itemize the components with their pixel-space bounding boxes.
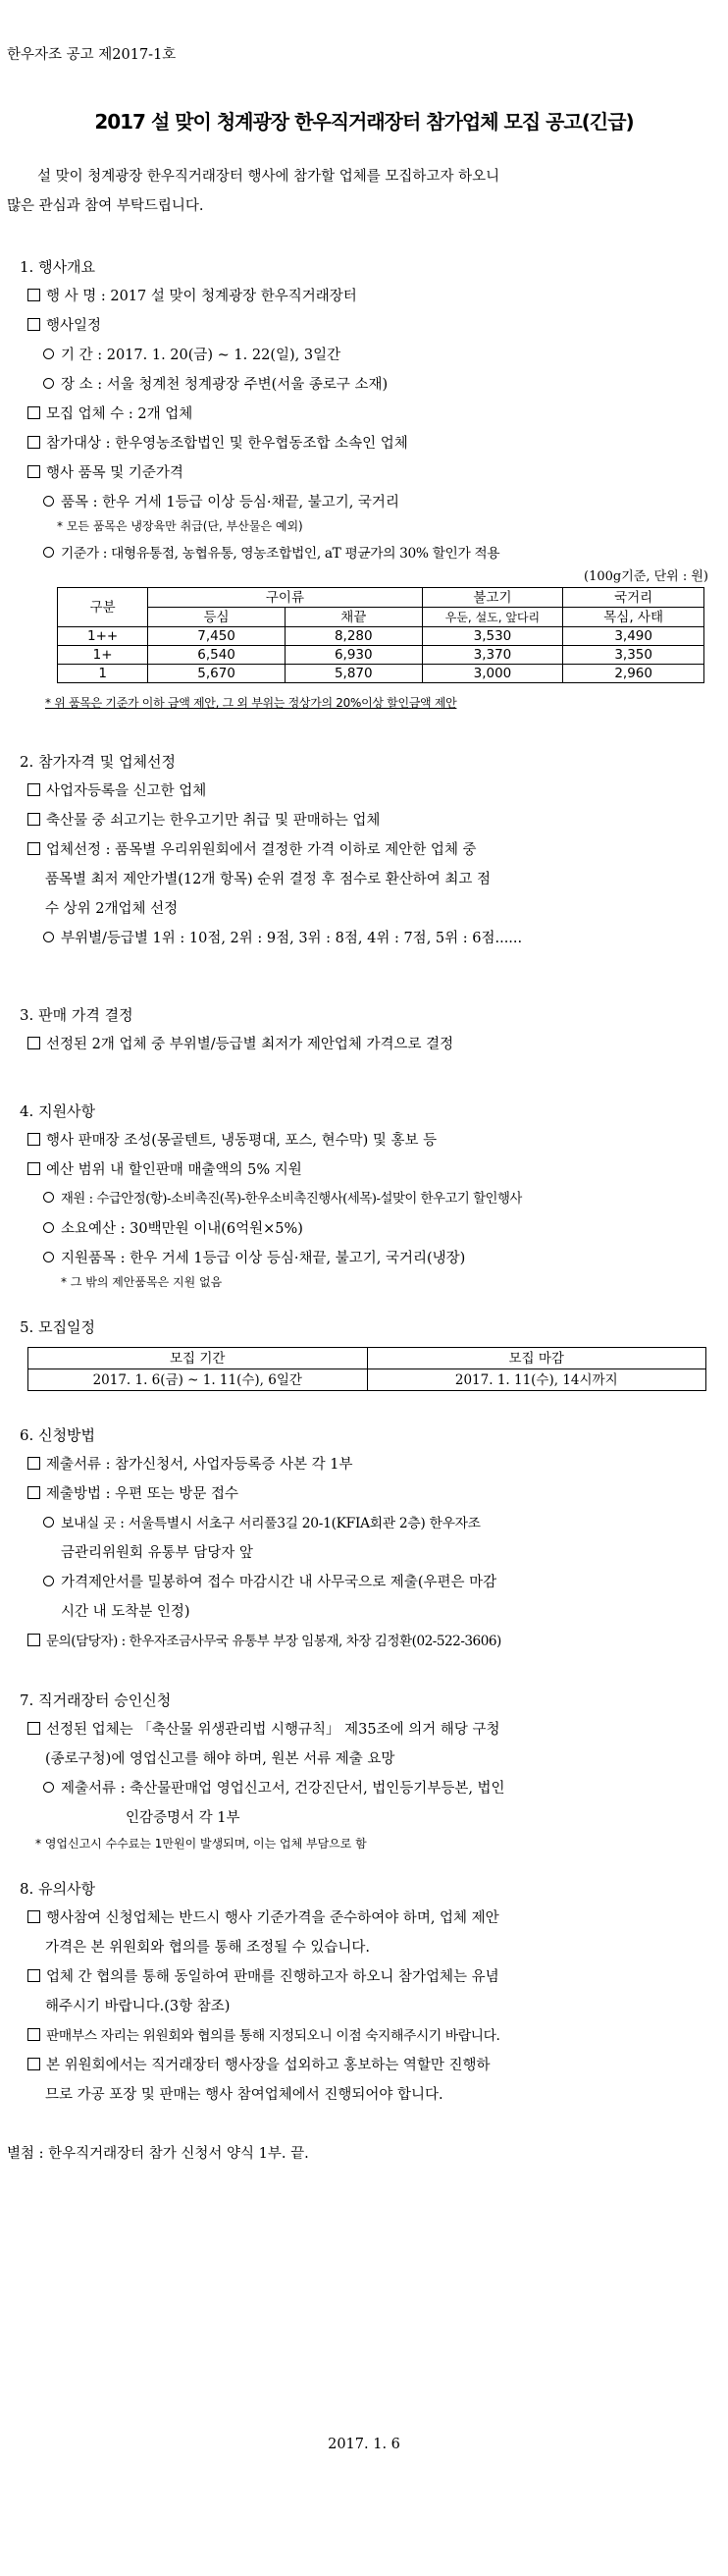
bullet-circle-icon [43,1782,54,1793]
list-item-cont: 수 상위 2개업체 선정 [45,901,179,917]
table-header: 국거리 [563,588,704,608]
checkbox-icon [27,2058,40,2070]
table-cell: 6,930 [285,646,422,665]
table-cell: 5,670 [148,665,286,683]
checkbox-icon [27,1634,40,1646]
list-item: 선정된 2개 업체 중 부위별/등급별 최저가 제안업체 가격으로 결정 [27,1035,453,1054]
list-item: 행사 품목 및 기준가격 [27,463,183,483]
checkbox-icon [27,1722,40,1735]
checkbox-icon [27,842,40,855]
list-item-cont: 시간 내 도착분 인정) [61,1604,190,1620]
list-item: 업체선정 : 품목별 우리위원회에서 결정한 가격 이하로 제안한 업체 중 [27,840,477,860]
list-item: 사업자등록을 신고한 업체 [27,781,206,801]
table-cell: 1++ [58,627,148,646]
list-item: 본 위원회에서는 직거래장터 행사장을 섭외하고 홍보하는 역할만 진행하 [27,2056,490,2075]
list-item-cont: 인감증명서 각 1부 [126,1810,240,1826]
list-item: 기준가 : 대형유통점, 농협유통, 영농조합법인, aT 평균가의 30% 할인가 적용 [43,544,499,564]
checkbox-icon [27,2028,40,2041]
checkbox-icon [27,436,40,449]
list-item: 축산물 중 쇠고기는 한우고기만 취급 및 판매하는 업체 [27,811,380,831]
bullet-circle-icon [43,378,54,389]
list-item: 제출방법 : 우편 또는 방문 접수 [27,1484,238,1504]
list-item: 행사참여 신청업체는 반드시 행사 기준가격을 준수하여야 하며, 업체 제안 [27,1908,499,1928]
list-item: 판매부스 자리는 위원회와 협의를 통해 지정되오니 이점 숙지해주시기 바랍니다. [27,2026,500,2046]
list-item: 가격제안서를 밀봉하여 접수 마감시간 내 사무국으로 제출(우편은 마감 [43,1573,496,1592]
schedule-table [27,1347,706,1391]
list-item: 업체 간 협의를 통해 동일하여 판매를 진행하고자 하오니 참가업체는 유념 [27,1967,499,1987]
note: * 그 밖의 제안품목은 지원 없음 [61,1275,223,1289]
list-item-cont: 해주시기 바랍니다.(3항 참조) [45,1999,231,2014]
table-header: 구분 [58,588,148,627]
checkbox-icon [27,1457,40,1470]
section-heading: 8. 유의사항 [20,1880,96,1898]
list-item: 행 사 명 : 2017 설 맞이 청계광장 한우직거래장터 [27,287,357,306]
checkbox-icon [27,1969,40,1982]
table-cell: 3,370 [422,646,563,665]
list-item: 제출서류 : 참가신청서, 사업자등록증 사본 각 1부 [27,1455,353,1475]
table-header: 모집 마감 [367,1348,706,1369]
section-heading: 6. 신청방법 [20,1426,96,1444]
list-item: 선정된 업체는 「축산물 위생관리법 시행규칙」 제35조에 의거 해당 구청 [27,1720,500,1740]
bullet-circle-icon [43,1252,54,1262]
table-cell: 2017. 1. 11(수), 14시까지 [367,1369,706,1391]
bullet-circle-icon [43,1517,54,1528]
checkbox-icon [27,783,40,796]
checkbox-icon [27,1133,40,1146]
list-item: 참가대상 : 한우영농조합법인 및 한우협동조합 소속인 업체 [27,434,408,454]
section-heading: 1. 행사개요 [20,258,96,276]
table-header: 구이류 [148,588,422,608]
list-item-cont: 므로 가공 포장 및 판매는 행사 참여업체에서 진행되어야 합니다. [45,2087,443,2103]
table-cell: 3,000 [422,665,563,683]
table-cell: 3,490 [563,627,704,646]
list-item-cont: 금관리위원회 유통부 담당자 앞 [61,1545,253,1561]
list-item: 문의(담당자) : 한우자조금사무국 유통부 부장 임봉재, 차장 김정환(02-522-3606) [27,1632,501,1651]
checkbox-icon [27,1910,40,1923]
list-item: 지원품목 : 한우 거세 1등급 이상 등심·채끝, 불고기, 국거리(냉장) [43,1249,465,1268]
table-header: 불고기 [422,588,563,608]
list-item: 행사일정 [27,316,101,336]
intro-line: 설 맞이 청계광장 한우직거래장터 행사에 참가할 업체를 모집하고자 하오니 [37,169,500,185]
table-cell: 1+ [58,646,148,665]
checkbox-icon [27,289,40,301]
bullet-circle-icon [43,547,54,558]
table-header: 목심, 사태 [563,608,704,627]
table-row [58,646,704,665]
table-cell: 3,350 [563,646,704,665]
list-item: 부위별/등급별 1위 : 10점, 2위 : 9점, 3위 : 8점, 4위 : 7점, 5위 : 6점...... [43,929,522,948]
list-item: 장 소 : 서울 청계천 청계광장 주변(서울 종로구 소재) [43,375,388,395]
list-item: 예산 범위 내 할인판매 매출액의 5% 지원 [27,1160,302,1180]
table-row [28,1369,706,1391]
checkbox-icon [27,813,40,826]
unit-label: (100g기준, 단위 : 원) [584,569,708,584]
document-date: 2017. 1. 6 [328,2437,400,2452]
note: * 위 품목은 기준가 이하 금액 제안, 그 외 부위는 정상가의 20%이상 할인금액 제안 [45,696,457,710]
table-cell: 3,530 [422,627,563,646]
table-cell: 5,870 [285,665,422,683]
list-item: 재원 : 수급안정(항)-소비촉진(목)-한우소비촉진행사(세목)-설맞이 한우고기 할인행사 [43,1190,522,1209]
table-cell: 2,960 [563,665,704,683]
section-heading: 3. 판매 가격 결정 [20,1006,133,1024]
price-table [57,587,704,683]
checkbox-icon [27,1486,40,1499]
list-item-cont: (종로구청)에 영업신고를 해야 하며, 원본 서류 제출 요망 [45,1751,395,1767]
table-cell: 6,540 [148,646,286,665]
section-heading: 7. 직거래장터 승인신청 [20,1691,172,1709]
table-header: 모집 기간 [28,1348,368,1369]
table-row [58,665,704,683]
bullet-circle-icon [43,496,54,507]
bullet-circle-icon [43,1576,54,1586]
bullet-circle-icon [43,1192,54,1203]
list-item-cont: 품목별 최저 제안가별(12개 항목) 순위 결정 후 점수로 환산하여 최고 점 [45,872,492,887]
table-cell: 2017. 1. 6(금) ~ 1. 11(수), 6일간 [28,1369,368,1391]
notice-number: 한우자조 공고 제2017-1호 [7,47,177,63]
list-item: 모집 업체 수 : 2개 업체 [27,404,192,424]
checkbox-icon [27,465,40,478]
attachment-note: 별첨 : 한우직거래장터 참가 신청서 양식 1부. 끝. [7,2146,309,2162]
page-title: 2017 설 맞이 청계광장 한우직거래장터 참가업체 모집 공고(긴급) [94,110,634,134]
section-heading: 2. 참가자격 및 업체선정 [20,753,177,771]
table-header: 채끝 [285,608,422,627]
list-item: 소요예산 : 30백만원 이내(6억원×5%) [43,1219,303,1239]
section-heading: 4. 지원사항 [20,1102,96,1120]
list-item: 보내실 곳 : 서울특별시 서초구 서리풀3길 20-1(KFIA회관 2층) 한우자조 [43,1514,481,1533]
checkbox-icon [27,1037,40,1049]
intro-line: 많은 관심과 참여 부탁드립니다. [7,198,204,214]
list-item: 기 간 : 2017. 1. 20(금) ~ 1. 22(일), 3일간 [43,346,340,365]
bullet-circle-icon [43,1222,54,1233]
list-item-cont: 가격은 본 위원회와 협의를 통해 조정될 수 있습니다. [45,1940,371,1956]
list-item: 제출서류 : 축산물판매업 영업신고서, 건강진단서, 법인등기부등본, 법인 [43,1779,505,1798]
table-header: 우둔, 설도, 앞다리 [422,608,563,627]
table-cell: 8,280 [285,627,422,646]
table-cell: 7,450 [148,627,286,646]
bullet-circle-icon [43,932,54,942]
list-item: 품목 : 한우 거세 1등급 이상 등심·채끝, 불고기, 국거리 [43,493,399,512]
list-item: 행사 판매장 조성(몽골텐트, 냉동평대, 포스, 현수막) 및 홍보 등 [27,1131,437,1151]
checkbox-icon [27,318,40,331]
note: * 영업신고시 수수료는 1만원이 발생되며, 이는 업체 부담으로 함 [35,1837,367,1851]
checkbox-icon [27,1162,40,1175]
section-heading: 5. 모집일정 [20,1318,96,1336]
bullet-circle-icon [43,349,54,359]
table-cell: 1 [58,665,148,683]
table-header: 등심 [148,608,286,627]
table-row [58,627,704,646]
checkbox-icon [27,406,40,419]
note: * 모든 품목은 냉장육만 취급(단, 부산물은 예외) [57,519,303,533]
